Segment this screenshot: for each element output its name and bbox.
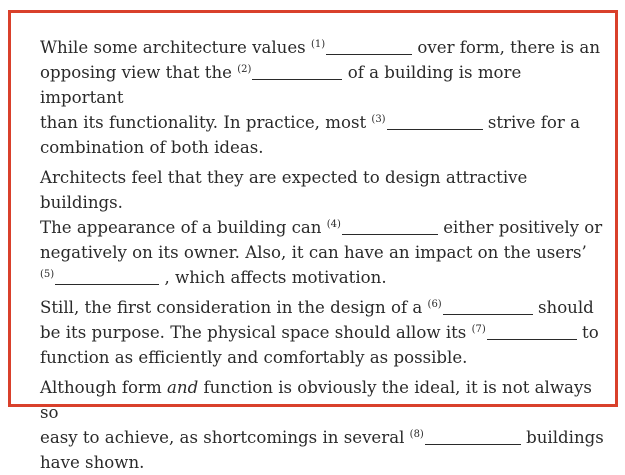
line: combination of both ideas. (40, 138, 264, 157)
gap-number-7: (7) (471, 324, 486, 335)
line: negatively on its owner. Also, it can have an impact on the users’ (40, 243, 587, 262)
line: than its functionality. In practice, most $^{(3)}$ strive for a (40, 113, 580, 132)
paragraph-1 (40, 35, 605, 160)
blank-6[interactable] (443, 298, 533, 315)
exercise-box (8, 10, 618, 472)
line: Still, the first consideration in the design of a $^{(6)}$ should (40, 298, 594, 317)
line: be its purpose. The physical space should allow its $^{(7)}$ to (40, 323, 599, 342)
emphasis: and (166, 378, 199, 397)
line: opposing view that the $^{(2)}$ of a building is more important (40, 63, 522, 107)
blank-7[interactable] (487, 323, 577, 340)
blank-4[interactable] (342, 218, 438, 235)
line: The appearance of a building can $^{(4)}$ either positively or (40, 218, 603, 237)
gap-number-2: (2) (237, 64, 252, 75)
blank-5[interactable] (55, 268, 159, 285)
gap-number-5: (5) (40, 269, 55, 280)
line: While some architecture values $^{(1)}$ over form, there is an (40, 38, 601, 57)
paragraph-2 (40, 165, 605, 290)
line: $^{(5)}$ , which affects motivation. (40, 268, 387, 287)
line: function as efficiently and comfortably as possible. (40, 348, 468, 367)
gap-number-1: (1) (310, 39, 326, 50)
gap-number-4: (4) (326, 219, 341, 230)
blank-3[interactable] (387, 113, 483, 130)
gap-number-3: (3) (371, 114, 386, 125)
blank-8[interactable] (425, 428, 521, 445)
passage (40, 35, 605, 475)
gap-number-8: (8) (409, 429, 424, 440)
line: have shown. (40, 453, 145, 472)
paragraph-4 (40, 375, 605, 475)
paragraph-3 (40, 295, 605, 370)
line: Although form and function is obviously the ideal, it is not always so (40, 378, 592, 422)
blank-1[interactable] (326, 38, 412, 55)
line: Architects feel that they are expected to design attractive buildings. (40, 168, 528, 212)
gap-number-6: (6) (427, 299, 442, 310)
line: easy to achieve, as shortcomings in several $^{(8)}$ buildings (40, 428, 604, 447)
blank-2[interactable] (252, 63, 342, 80)
